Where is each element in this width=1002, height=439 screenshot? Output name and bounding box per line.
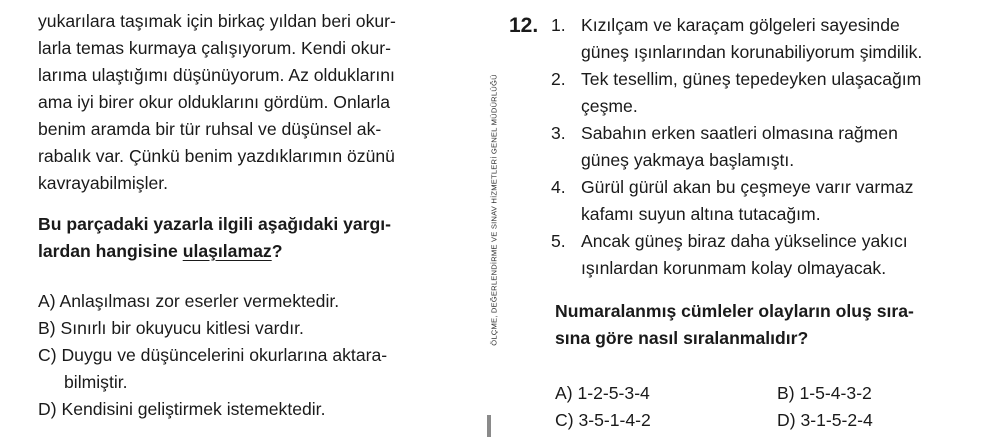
item-text: Sabahın erken saatleri olmasına rağmen <box>581 123 898 143</box>
left-question-block <box>38 8 468 265</box>
passage-line: ama iyi birer okur olduklarını gördüm. Onlarla <box>38 92 391 112</box>
item-number: 5. <box>551 231 566 251</box>
prompt-line: sına göre nasıl sıralanmalıdır? <box>555 328 809 348</box>
item-number: 1. <box>551 15 566 35</box>
question-line <box>38 238 468 265</box>
sentence-item <box>551 12 995 66</box>
item-number: 4. <box>551 177 566 197</box>
question-mark: ? <box>271 241 283 261</box>
reading-passage <box>38 8 468 197</box>
left-answer-options <box>38 288 468 423</box>
sentence-item <box>551 228 995 282</box>
passage-line: benim aramda bir tür ruhsal ve düşünsel ak- <box>38 119 382 139</box>
question-line: Bu parçadaki yazarla ilgili aşağıdaki yargı- <box>38 214 392 234</box>
underlined-keyword: ulaşılamaz <box>182 241 272 261</box>
passage-line: larla temas kurmaya çalışıyorum. Kendi okur- <box>38 38 391 58</box>
option-d[interactable]: D) 3-1-5-2-4 <box>777 410 873 430</box>
publisher-label: ÖLÇME, DEĞERLENDİRME VE SINAV HİZMETLERİ GENEL MÜDÜRLÜĞÜ <box>489 74 499 346</box>
item-number: 2. <box>551 69 566 89</box>
passage-line: larıma ulaştığımı düşünüyorum. Az olduklarını <box>38 65 395 85</box>
divider-bar <box>487 415 491 437</box>
question-stem <box>38 211 468 265</box>
option-c-continuation[interactable]: bilmiştir. <box>64 372 128 392</box>
option-c[interactable]: C) Duygu ve düşüncelerini okurlarına aktara- <box>38 345 388 365</box>
item-text: Ancak güneş biraz daha yükselince yakıcı <box>581 231 908 251</box>
numbered-sentences <box>551 12 995 282</box>
sentence-item <box>551 66 995 120</box>
option-b[interactable]: B) Sınırlı bir okuyucu kitlesi vardır. <box>38 318 304 338</box>
item-text: Tek tesellim, güneş tepedeyken ulaşacağım <box>581 69 922 89</box>
question-number: 12. <box>509 14 539 37</box>
item-text-continuation: çeşme. <box>581 96 638 116</box>
item-text: Kızılçam ve karaçam gölgeleri sayesinde <box>581 15 900 35</box>
item-text-continuation: güneş ışınlarından korunabiliyorum şimdilik. <box>581 42 923 62</box>
question-prompt <box>555 298 914 352</box>
item-text-continuation: kafamı suyun altına tutacağım. <box>581 204 821 224</box>
item-text-continuation: ışınlardan korunmam kolay olmayacak. <box>581 258 887 278</box>
sentence-item <box>551 174 995 228</box>
passage-line: yukarılara taşımak için birkaç yıldan beri okur- <box>38 11 396 31</box>
item-text-continuation: güneş yakmaya başlamıştı. <box>581 150 795 170</box>
option-b[interactable]: B) 1-5-4-3-2 <box>777 383 872 403</box>
column-divider <box>489 10 499 410</box>
passage-line: rabalık var. Çünkü benim yazdıklarımın özünü <box>38 146 395 166</box>
option-d[interactable]: D) Kendisini geliştirmek istemektedir. <box>38 399 326 419</box>
item-text: Gürül gürül akan bu çeşmeye varır varmaz <box>581 177 914 197</box>
option-a[interactable]: A) Anlaşılması zor eserler vermektedir. <box>38 291 340 311</box>
sentence-item <box>551 120 995 174</box>
passage-line: kavrayabilmişler. <box>38 173 169 193</box>
right-answer-options <box>555 380 995 434</box>
prompt-line: Numaralanmış cümleler olayların oluş sıra- <box>555 301 914 321</box>
question-text: lardan hangisine <box>38 241 183 261</box>
item-number: 3. <box>551 123 566 143</box>
option-c[interactable]: C) 3-5-1-4-2 <box>555 410 651 430</box>
option-a[interactable]: A) 1-2-5-3-4 <box>555 383 650 403</box>
